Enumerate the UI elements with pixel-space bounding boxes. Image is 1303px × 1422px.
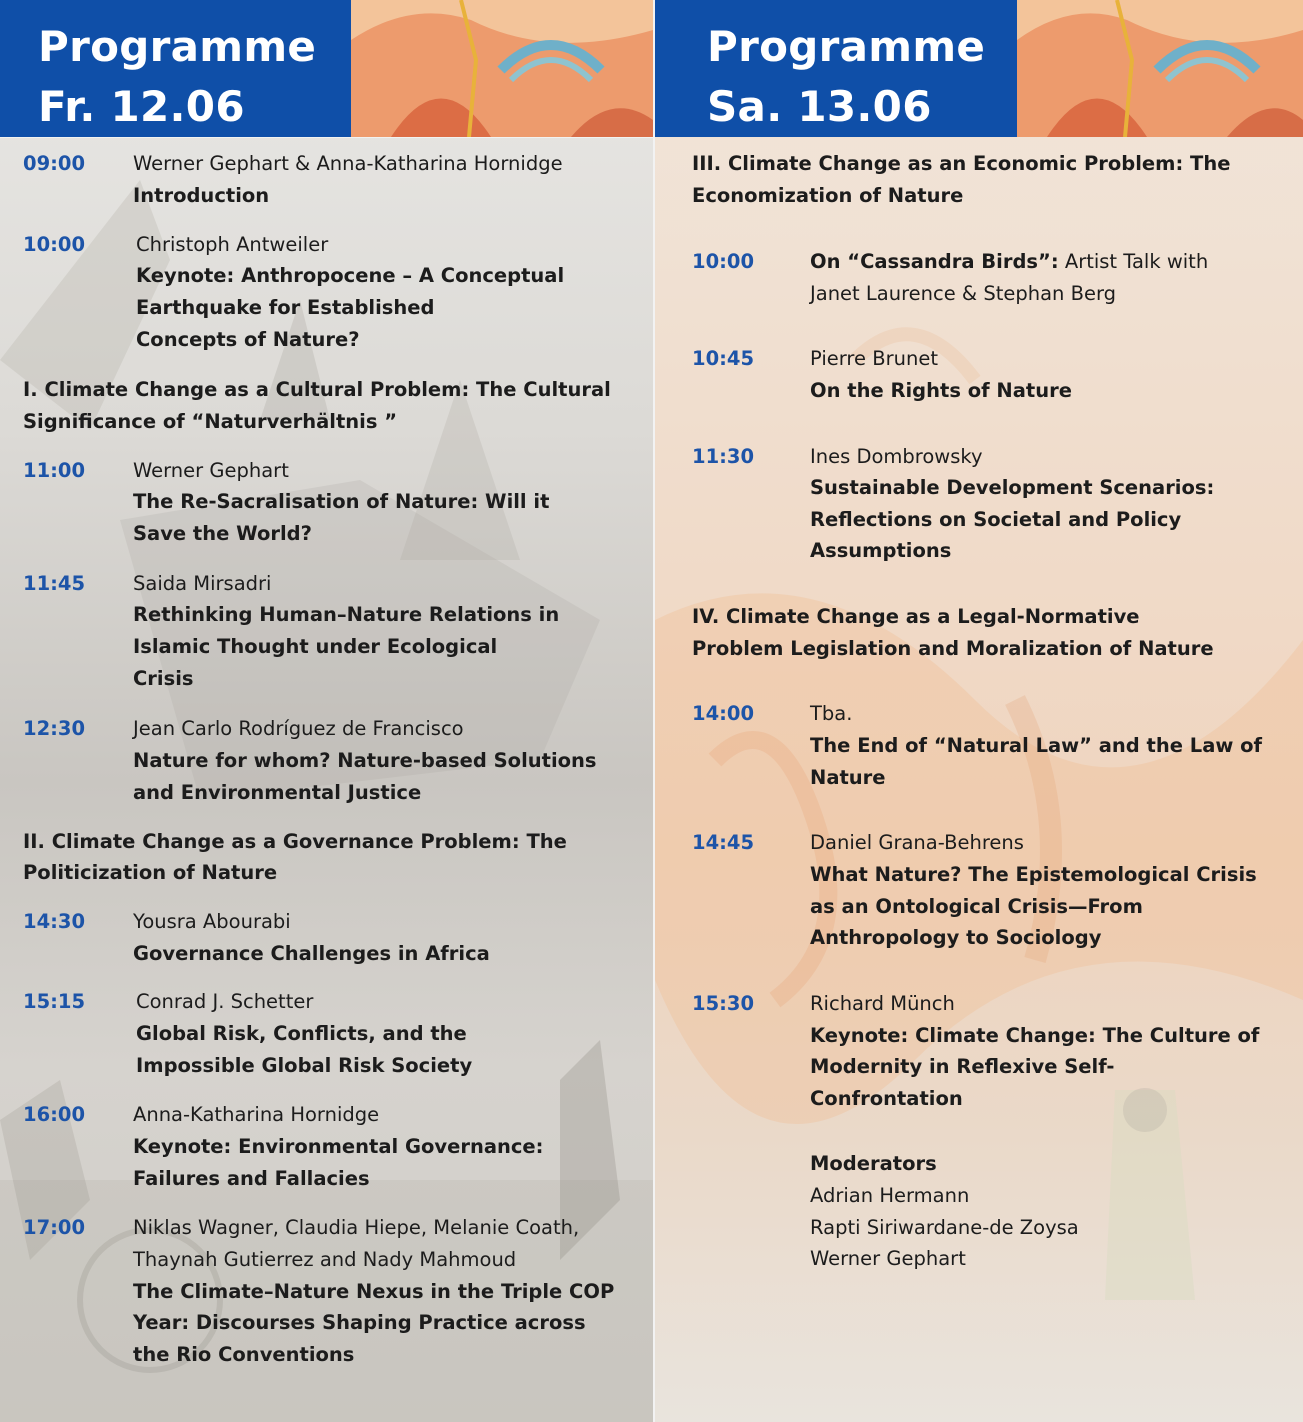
speaker-name: Tba. [810, 702, 853, 725]
session-title: Impossible Global Risk Society [136, 1054, 473, 1077]
session-title: the Rio Conventions [133, 1343, 355, 1366]
session-title: Rethinking Human–Nature Relations in [133, 603, 560, 626]
section-heading: Problem Legislation and Moralization of Nature [692, 637, 1214, 660]
session-title: Reflections on Societal and Policy [810, 508, 1182, 531]
time-label: 10:00 [23, 233, 86, 256]
speaker-name: Daniel Grana-Behrens [810, 831, 1024, 854]
session-title: Assumptions [810, 539, 952, 562]
header-saturday [655, 0, 1017, 137]
time-label: 14:45 [692, 831, 755, 854]
session-title: On the Rights of Nature [810, 379, 1072, 402]
session-title: The Re-Sacralisation of Nature: Will it [133, 490, 550, 513]
session-title: Islamic Thought under Ecological [133, 635, 498, 658]
section-heading: IV. Climate Change as a Legal-Normative [692, 605, 1140, 628]
session-title: Modernity in Reflexive Self- [810, 1055, 1115, 1078]
time-label: 10:45 [692, 347, 755, 370]
session-title: Crisis [133, 667, 194, 690]
speaker-name: Christoph Antweiler [136, 233, 329, 256]
session-title: Keynote: Environmental Governance: [133, 1135, 544, 1158]
time-label: 11:00 [23, 459, 86, 482]
session-title: Anthropology to Sociology [810, 926, 1102, 949]
time-label: 14:30 [23, 910, 86, 933]
speaker-name: Richard Münch [810, 992, 955, 1015]
session-subtitle: Artist Talk with [1058, 250, 1209, 273]
header-date: Fr. 12.06 [38, 82, 245, 131]
speaker-name: Saida Mirsadri [133, 572, 272, 595]
speaker-name: Anna-Katharina Hornidge [133, 1103, 380, 1126]
session-title: On “Cassandra Birds”: [810, 250, 1059, 273]
session-line [810, 250, 1208, 274]
section-heading: Significance of “Naturverhältnis ” [23, 410, 398, 433]
section-heading: Economization of Nature [692, 184, 964, 207]
speaker-name: Conrad J. Schetter [136, 990, 314, 1013]
session-title: Confrontation [810, 1087, 963, 1110]
session-title: Earthquake for Established [136, 296, 435, 319]
moderator-name: Werner Gephart [810, 1247, 966, 1270]
time-label: 09:00 [23, 152, 86, 175]
time-label: 10:00 [692, 250, 755, 273]
session-title: Governance Challenges in Africa [133, 942, 490, 965]
session-title: Sustainable Development Scenarios: [810, 476, 1215, 499]
session-title: Year: Discourses Shaping Practice across [133, 1311, 586, 1334]
speaker-name: Thaynah Gutierrez and Nady Mahmoud [133, 1248, 517, 1271]
session-title: Failures and Fallacies [133, 1167, 370, 1190]
time-label: 15:15 [23, 990, 86, 1013]
header-friday [0, 0, 351, 137]
speaker-name: Jean Carlo Rodríguez de Francisco [133, 717, 464, 740]
session-title: and Environmental Justice [133, 781, 422, 804]
session-title: What Nature? The Epistemological Crisis [810, 863, 1257, 886]
speaker-name: Yousra Abourabi [133, 910, 291, 933]
speaker-name: Niklas Wagner, Claudia Hiepe, Melanie Coath, [133, 1216, 580, 1239]
moderator-name: Adrian Hermann [810, 1184, 970, 1207]
header-title: Programme [707, 22, 986, 71]
programme-panel-saturday [655, 0, 1303, 1422]
session-title: as an Ontological Crisis—From [810, 895, 1143, 918]
section-heading: II. Climate Change as a Governance Problem: The [23, 830, 567, 853]
session-title: The End of “Natural Law” and the Law of [810, 734, 1263, 757]
moderator-name: Rapti Siriwardane-de Zoysa [810, 1216, 1079, 1239]
time-label: 14:00 [692, 702, 755, 725]
time-label: 17:00 [23, 1216, 86, 1239]
session-title: The Climate–Nature Nexus in the Triple COP [133, 1280, 615, 1303]
speaker-name: Ines Dombrowsky [810, 445, 983, 468]
speaker-name: Pierre Brunet [810, 347, 938, 370]
session-title: Nature [810, 766, 886, 789]
section-heading: Politicization of Nature [23, 861, 278, 884]
time-label: 11:30 [692, 445, 755, 468]
session-title: Nature for whom? Nature-based Solutions [133, 749, 597, 772]
time-label: 11:45 [23, 572, 86, 595]
session-title: Save the World? [133, 522, 312, 545]
session-title: Keynote: Climate Change: The Culture of [810, 1024, 1260, 1047]
section-heading: III. Climate Change as an Economic Problem: The [692, 152, 1231, 175]
time-label: 16:00 [23, 1103, 86, 1126]
speaker-name: Werner Gephart & Anna-Katharina Hornidge [133, 152, 563, 175]
session-title: Global Risk, Conflicts, and the [136, 1022, 467, 1045]
moderators-heading: Moderators [810, 1152, 937, 1175]
header-artwork [351, 0, 653, 137]
header-title: Programme [38, 22, 317, 71]
session-title: Introduction [133, 184, 270, 207]
speaker-name: Werner Gephart [133, 459, 289, 482]
session-title: Concepts of Nature? [136, 328, 360, 351]
header-date: Sa. 13.06 [707, 82, 932, 131]
speaker-name: Janet Laurence & Stephan Berg [810, 282, 1117, 305]
time-label: 15:30 [692, 992, 755, 1015]
time-label: 12:30 [23, 717, 86, 740]
header-artwork [1017, 0, 1303, 137]
session-title: Keynote: Anthropocene – A Conceptual [136, 264, 565, 287]
section-heading: I. Climate Change as a Cultural Problem: The Cultural [23, 378, 611, 401]
